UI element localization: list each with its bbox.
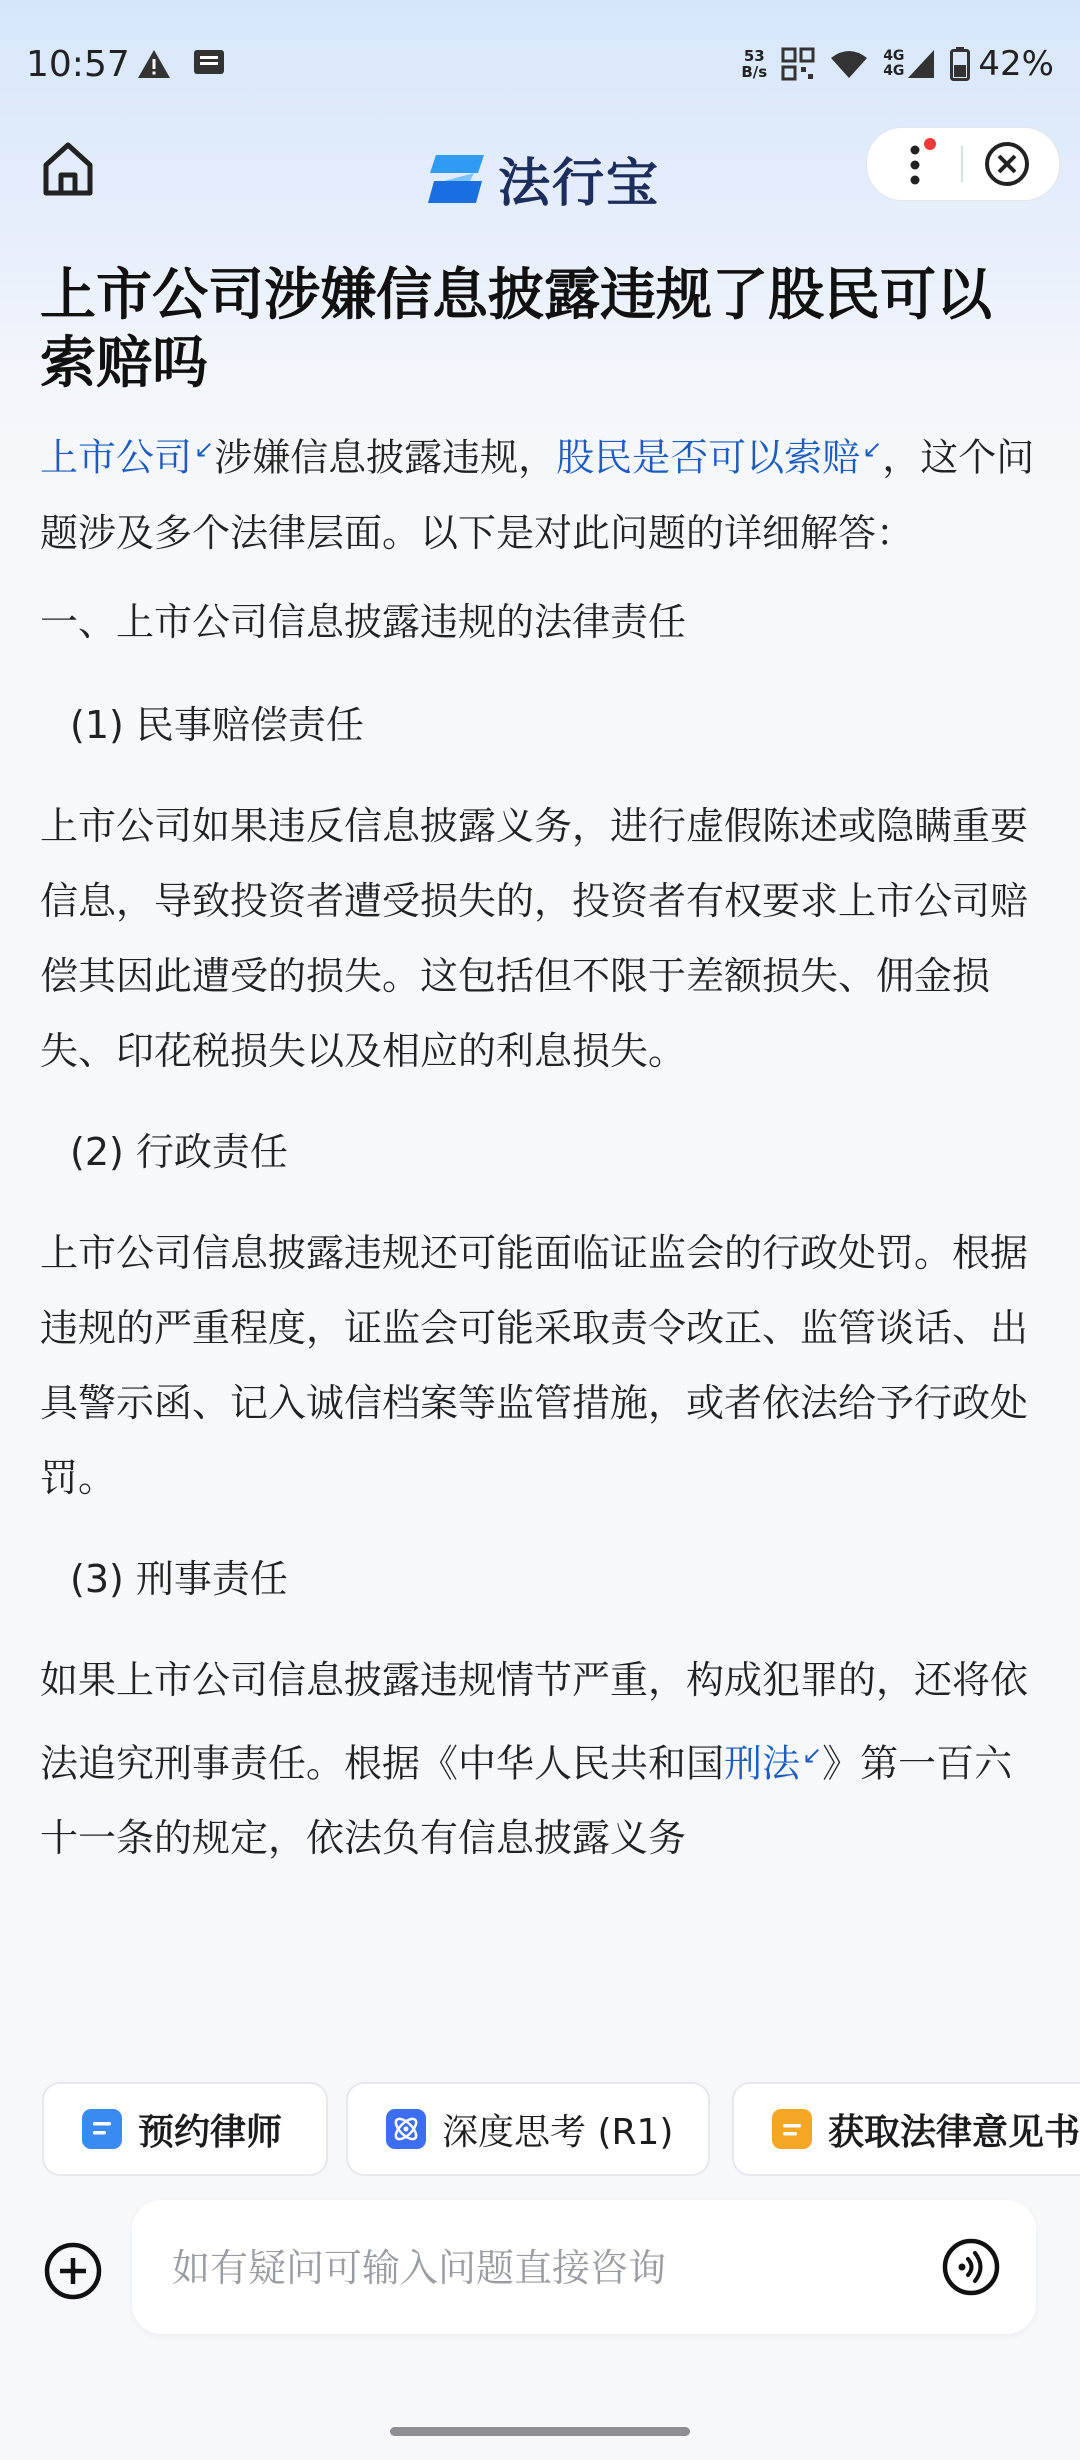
close-icon[interactable] [963,128,1059,200]
link-arrow-icon: ↙ [194,435,215,463]
mini-program-capsule [866,127,1060,201]
status-time: 10:57 [26,44,130,85]
message-icon [192,48,226,78]
battery-icon [950,47,970,81]
quick-actions [42,2082,1080,2178]
link-arrow-icon: ↙ [862,435,883,463]
brand [426,141,660,216]
qr-icon [781,47,815,81]
paragraph-civil: 上市公司如果违反信息披露义务，进行虚假陈述或隐瞒重要信息，导致投资者遭受损失的，投资者有权要求上市公司赔偿其因此遭受的损失。这包括但不限于差额损失、佣金损失、印花税损失以及相应的利息损失。 [40,803,1029,1073]
link-listed-company[interactable]: 上市公司 [40,435,193,480]
document-icon [82,2109,122,2149]
brand-name: 法行宝 [498,154,661,214]
book-lawyer-button[interactable] [42,2082,328,2176]
article [40,262,1040,1876]
subsection-heading-criminal: (3) 刑事责任 [70,1556,288,1601]
intro-text-1: 涉嫌信息披露违规， [214,435,557,480]
warning-icon [136,48,172,80]
link-arrow-icon: ↙ [802,1740,823,1769]
status-bar [0,0,1080,130]
notification-dot [924,138,936,150]
link-criminal-law[interactable]: 刑法 [724,1741,801,1786]
network-type: 4G 4G [883,48,905,79]
signal-icon [906,48,936,80]
home-icon[interactable] [36,137,100,201]
home-indicator[interactable] [390,2427,690,2436]
chip-label: 预约律师 [138,2111,283,2153]
net-speed: 53 B/s [741,47,768,81]
chip-label: 深度思考 (R1) [442,2111,674,2153]
link-can-claim[interactable]: 股民是否可以索赔 [556,435,861,480]
atom-icon [386,2109,426,2149]
deep-think-button[interactable] [346,2082,710,2176]
folder-icon [772,2109,812,2149]
section-heading: 一、上市公司信息披露违规的法律责任 [40,599,687,644]
brand-logo-icon [426,151,488,207]
intro-paragraph [40,412,1040,571]
bottom-panel [0,2030,1080,2460]
page-title: 上市公司涉嫌信息披露违规了股民可以索赔吗 [40,263,992,396]
add-icon[interactable] [42,2240,104,2302]
subsection-heading-civil: (1) 民事赔偿责任 [70,702,364,747]
message-input-box [132,2200,1036,2334]
legal-opinion-button[interactable] [732,2082,1080,2176]
more-icon[interactable] [867,128,963,200]
wifi-icon [829,48,869,80]
voice-icon[interactable] [940,2236,1002,2298]
paragraph-admin: 上市公司信息披露违规还可能面临证监会的行政处罚。根据违规的严重程度，证监会可能采取责令改正、监管谈话、出具警示函、记入诚信档案等监管措施，或者依法给予行政处罚。 [40,1230,1029,1500]
app-header [0,125,1080,215]
battery-percent: 42% [978,44,1054,84]
chip-label: 获取法律意见书 [828,2111,1080,2153]
paragraph-criminal: 如果上市公司信息披露违规情节严重，构成犯罪的，还将依法追究刑事责任。根据《中华人民共和国刑法↙》第一百六十一条的规定，依法负有信息披露义务 [40,1657,1029,1861]
message-input[interactable] [170,2232,874,2304]
subsection-heading-admin: (2) 行政责任 [70,1129,288,1174]
intro-text-2: ，这个问题涉及多个法律层面。以下是对此问题的详细解答： [40,435,1035,555]
